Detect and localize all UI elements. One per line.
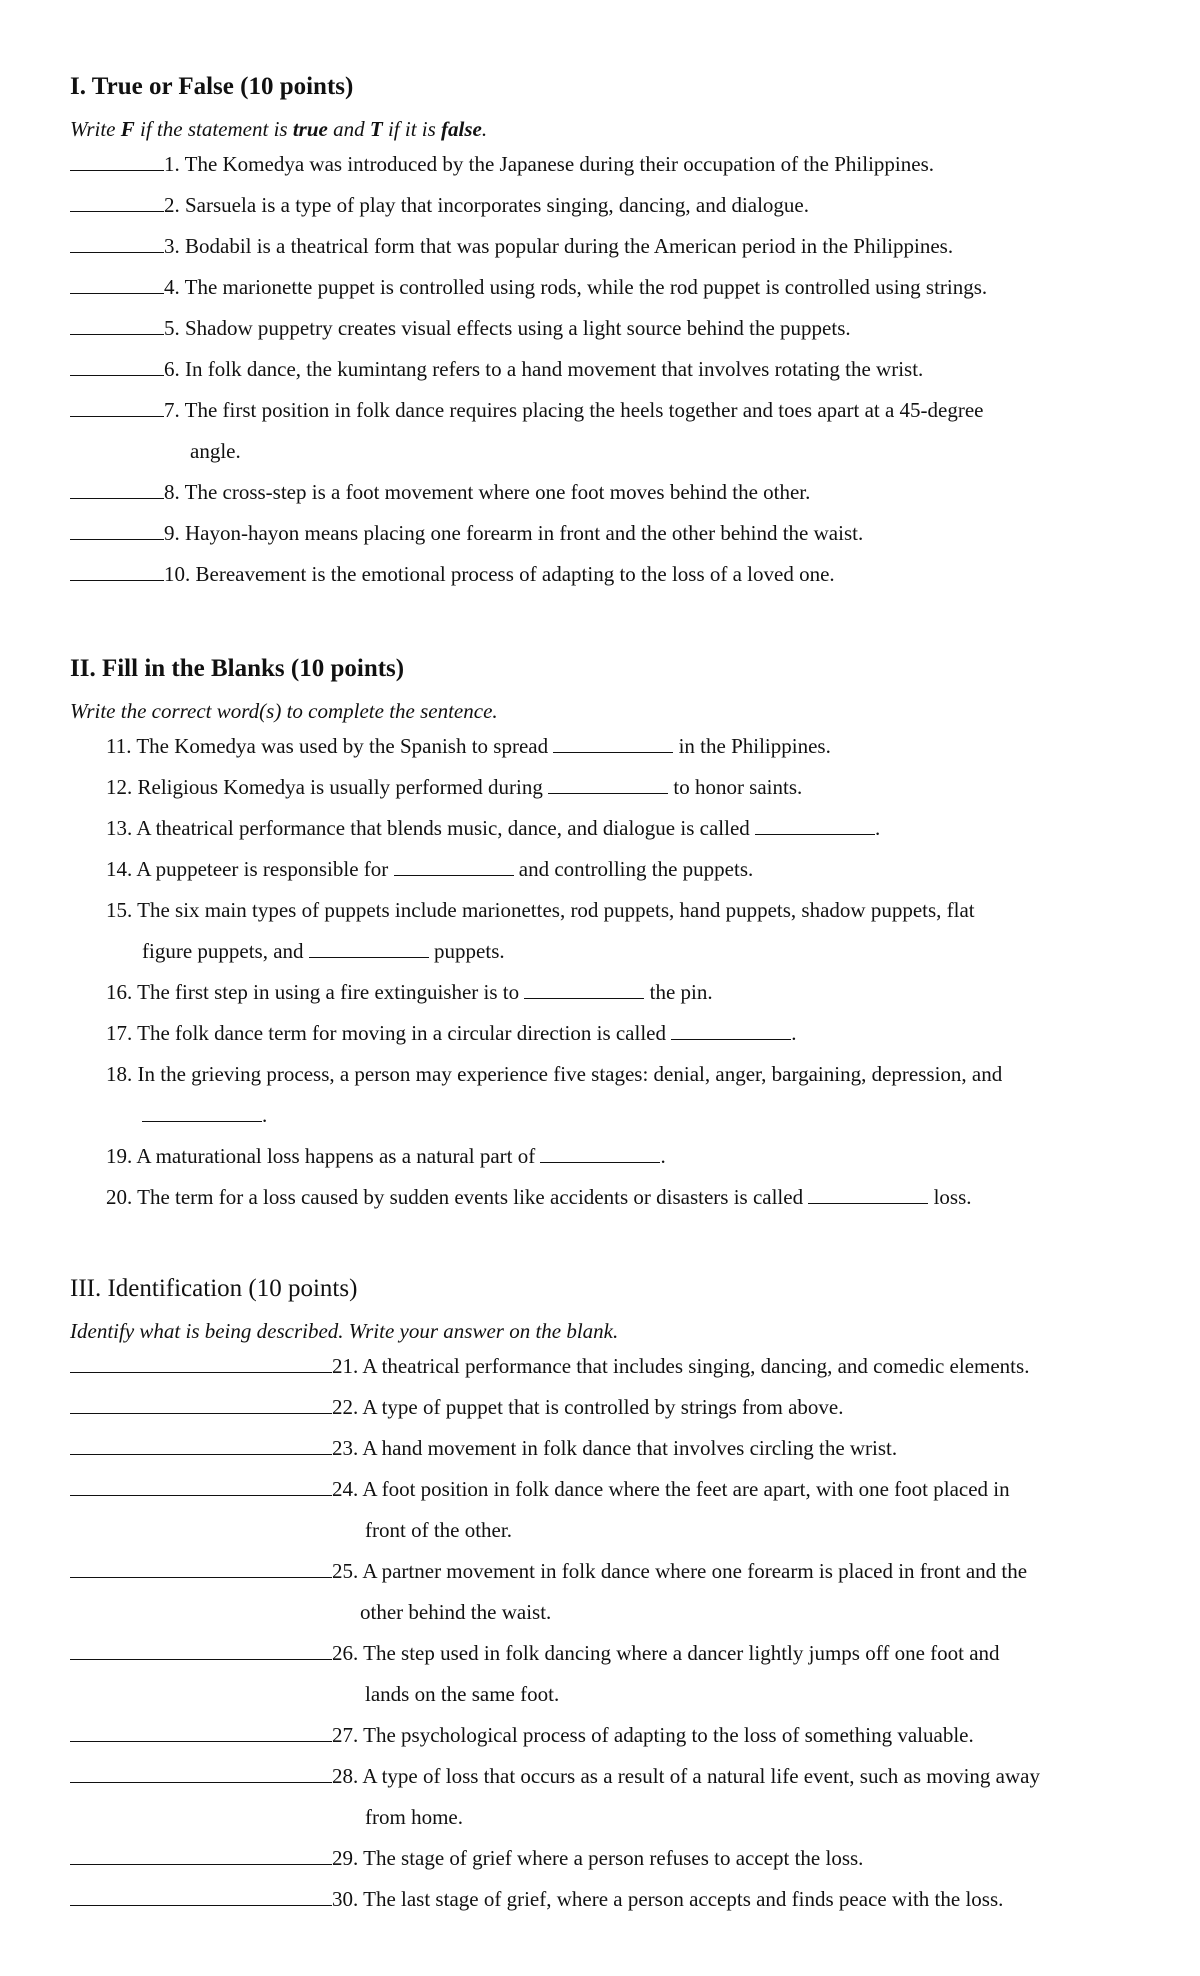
question-26-continuation: lands on the same foot.: [365, 1682, 560, 1706]
section-title: I. True or False (10 points): [70, 73, 354, 100]
section-title: III. Identification (10 points): [70, 1275, 358, 1302]
answer-blank[interactable]: [70, 497, 164, 499]
true-false-section: [70, 72, 1140, 595]
question-21: 21. A theatrical performance that includes singing, dancing, and comedic elements.: [70, 1346, 1140, 1387]
answer-blank[interactable]: [671, 1038, 791, 1040]
question-1: 1. The Komedya was introduced by the Japanese during their occupation of the Philippines.: [70, 144, 1140, 185]
question-28: 28. A type of loss that occurs as a result of a natural life event, such as moving away: [70, 1756, 1140, 1797]
question-15-continuation: figure puppets, and puppets.: [142, 939, 505, 963]
answer-blank[interactable]: [70, 1412, 332, 1414]
answer-blank[interactable]: [70, 1576, 332, 1578]
question-13: 13. A theatrical performance that blends music, dance, and dialogue is called .: [106, 816, 881, 840]
question-12: 12. Religious Komedya is usually performed during to honor saints.: [106, 775, 803, 799]
question-19: 19. A maturational loss happens as a natural part of .: [106, 1144, 666, 1168]
question-6: 6. In folk dance, the kumintang refers to a hand movement that involves rotating the wrist.: [70, 349, 1140, 390]
question-8: 8. The cross-step is a foot movement where one foot moves behind the other.: [70, 472, 1140, 513]
question-10: 10. Bereavement is the emotional process of adapting to the loss of a loved one.: [70, 554, 1140, 595]
question-24: 24. A foot position in folk dance where the feet are apart, with one foot placed in: [70, 1469, 1140, 1510]
section-instructions: Write F if the statement is true and T if it is false.: [70, 117, 488, 141]
answer-blank[interactable]: [70, 374, 164, 376]
question-18: 18. In the grieving process, a person may experience five stages: denial, anger, bargaining, depression, and: [106, 1062, 1003, 1086]
question-9: 9. Hayon-hayon means placing one forearm in front and the other behind the waist.: [70, 513, 1140, 554]
question-18-continuation: .: [70, 1095, 1140, 1136]
answer-blank[interactable]: [70, 1740, 332, 1742]
question-28-continuation: from home.: [365, 1805, 463, 1829]
question-5: 5. Shadow puppetry creates visual effects using a light source behind the puppets.: [70, 308, 1140, 349]
answer-blank[interactable]: [70, 415, 164, 417]
answer-blank[interactable]: [309, 956, 429, 958]
question-16: 16. The first step in using a fire extinguisher is to the pin.: [106, 980, 713, 1004]
question-11: 11. The Komedya was used by the Spanish to spread in the Philippines.: [106, 734, 831, 758]
answer-blank[interactable]: [755, 833, 875, 835]
answer-blank[interactable]: [70, 1781, 332, 1783]
answer-blank[interactable]: [524, 997, 644, 999]
question-24-continuation: front of the other.: [365, 1518, 512, 1542]
question-20: 20. The term for a loss caused by sudden events like accidents or disasters is called loss.: [106, 1185, 972, 1209]
question-14: 14. A puppeteer is responsible for and controlling the puppets.: [106, 857, 754, 881]
answer-blank[interactable]: [70, 579, 164, 581]
answer-blank[interactable]: [70, 1494, 332, 1496]
answer-blank[interactable]: [70, 1453, 332, 1455]
answer-blank[interactable]: [70, 210, 164, 212]
question-27: 27. The psychological process of adapting to the loss of something valuable.: [70, 1715, 1140, 1756]
answer-blank[interactable]: [70, 1863, 332, 1865]
section-title: II. Fill in the Blanks (10 points): [70, 655, 405, 682]
question-4: 4. The marionette puppet is controlled using rods, while the rod puppet is controlled using strings.: [70, 267, 1140, 308]
question-26: 26. The step used in folk dancing where a dancer lightly jumps off one foot and: [70, 1633, 1140, 1674]
question-7-continuation: angle.: [190, 439, 241, 463]
answer-blank[interactable]: [70, 538, 164, 540]
question-23: 23. A hand movement in folk dance that involves circling the wrist.: [70, 1428, 1140, 1469]
question-22: 22. A type of puppet that is controlled by strings from above.: [70, 1387, 1140, 1428]
fill-in-the-blanks-section: [70, 654, 1140, 1218]
question-29: 29. The stage of grief where a person refuses to accept the loss.: [70, 1838, 1140, 1879]
question-3: 3. Bodabil is a theatrical form that was popular during the American period in the Philippines.: [70, 226, 1140, 267]
answer-blank[interactable]: [808, 1202, 928, 1204]
question-17: 17. The folk dance term for moving in a circular direction is called .: [106, 1021, 797, 1045]
section-instructions: Identify what is being described. Write your answer on the blank.: [70, 1319, 619, 1343]
question-15: 15. The six main types of puppets include marionettes, rod puppets, hand puppets, shadow puppets, flat: [106, 898, 975, 922]
question-30: 30. The last stage of grief, where a person accepts and finds peace with the loss.: [70, 1879, 1140, 1920]
answer-blank[interactable]: [142, 1120, 262, 1122]
answer-blank[interactable]: [70, 1371, 332, 1373]
answer-blank[interactable]: [540, 1161, 660, 1163]
answer-blank[interactable]: [70, 1658, 332, 1660]
section-instructions: Write the correct word(s) to complete the sentence.: [70, 699, 498, 723]
question-2: 2. Sarsuela is a type of play that incorporates singing, dancing, and dialogue.: [70, 185, 1140, 226]
question-25: 25. A partner movement in folk dance where one forearm is placed in front and the: [70, 1551, 1140, 1592]
answer-blank[interactable]: [70, 251, 164, 253]
answer-blank[interactable]: [548, 792, 668, 794]
answer-blank[interactable]: [70, 333, 164, 335]
question-25-continuation: other behind the waist.: [360, 1600, 552, 1624]
answer-blank[interactable]: [553, 751, 673, 753]
answer-blank[interactable]: [70, 1904, 332, 1906]
identification-section: [70, 1274, 1140, 1920]
answer-blank[interactable]: [70, 292, 164, 294]
question-7: 7. The first position in folk dance requires placing the heels together and toes apart at a 45-degree: [70, 390, 1140, 431]
answer-blank[interactable]: [394, 874, 514, 876]
answer-blank[interactable]: [70, 169, 164, 171]
